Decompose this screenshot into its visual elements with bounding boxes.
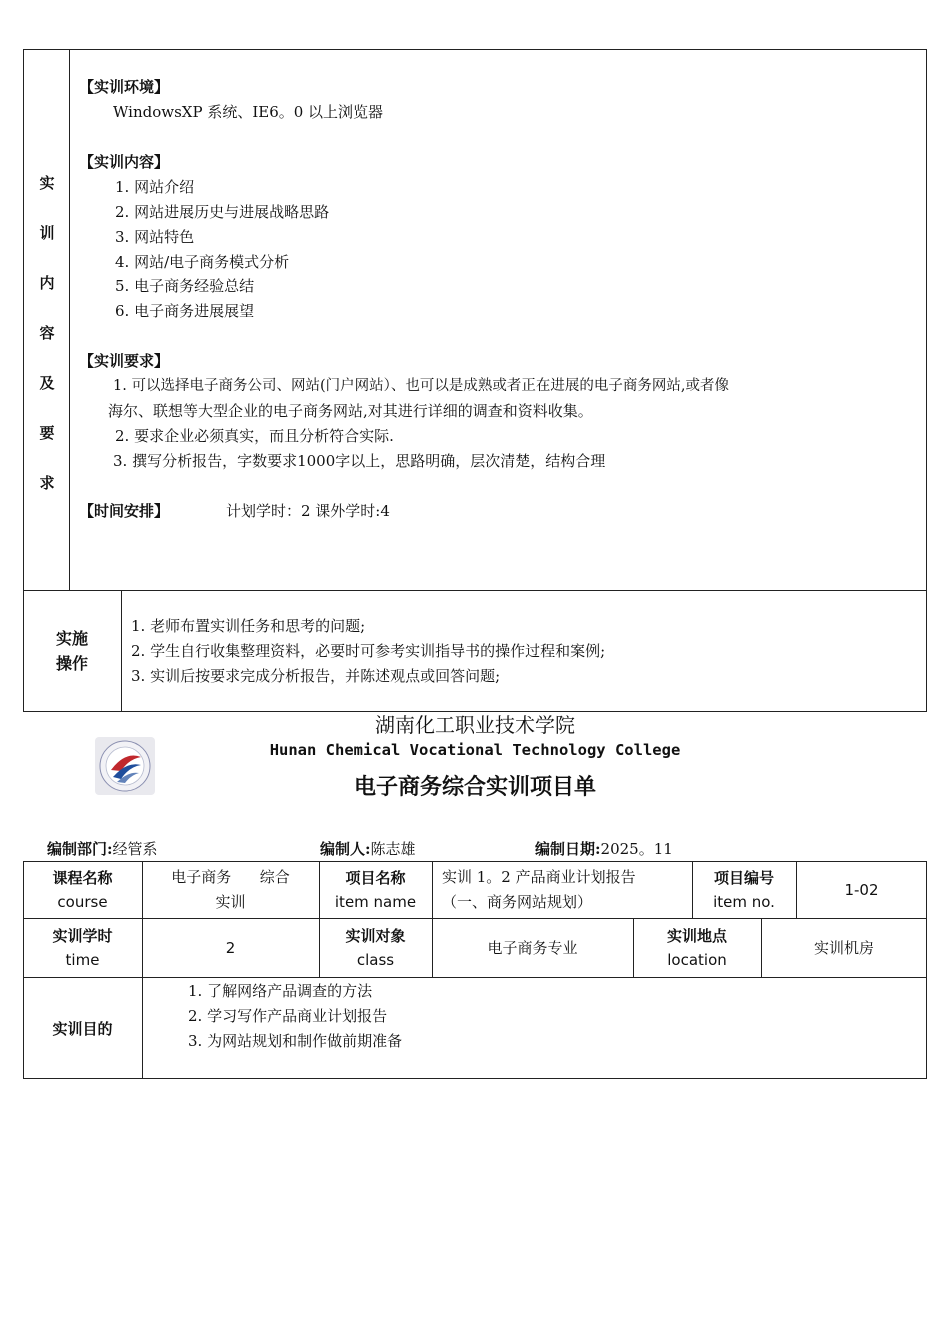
hours-label-cn: 实训学时 (52, 927, 113, 945)
meta-dept-value: 经管系 (112, 840, 158, 858)
content-item: 4. 网站/电子商务模式分析 (115, 253, 290, 271)
req-heading: 【实训要求】 (79, 352, 170, 370)
side-label-char: 内 (39, 274, 55, 292)
goal-item: 3. 为网站规划和制作做前期准备 (188, 1032, 403, 1050)
target-label (319, 919, 432, 977)
meta-date-label: 编制日期: (535, 840, 601, 858)
content-item: 5. 电子商务经验总结 (115, 277, 255, 295)
location-label-en: location (667, 951, 727, 969)
time-heading: 【时间安排】 (79, 502, 170, 520)
target-value (432, 919, 633, 977)
target-value-text: 电子商务专业 (487, 939, 578, 957)
content-heading: 【实训内容】 (79, 153, 170, 171)
item-no-value-text: 1-02 (844, 881, 879, 899)
location-label-cn: 实训地点 (666, 927, 727, 945)
item-no-label-en: item no. (713, 893, 775, 911)
hours-value-text: 2 (225, 939, 236, 957)
content-item: 6. 电子商务进展展望 (115, 302, 255, 320)
side-label-char: 要 (39, 424, 55, 442)
req-item: 2. 要求企业必须真实，而且分析符合实际. (115, 427, 394, 445)
goal-label-text: 实训目的 (52, 1019, 113, 1038)
meta-author-value: 陈志雄 (370, 840, 416, 858)
course-label-en: course (57, 893, 108, 911)
location-label (633, 919, 761, 977)
impl-item: 3. 实训后按要求完成分析报告，并陈述观点或回答问题; (131, 667, 501, 685)
item-no-label-cn: 项目编号 (713, 869, 774, 887)
req-item: 1. 可以选择电子商务公司、网站(门户网站）、也可以是成熟或者正在进展的电子商务网站,或者像 (113, 378, 729, 394)
location-value (761, 919, 927, 977)
impl-item: 2. 学生自行收集整理资料，必要时可参考实训指导书的操作过程和案例; (131, 642, 606, 660)
meta-author (320, 839, 416, 859)
location-value-text: 实训机房 (813, 939, 874, 957)
meta-dept-label: 编制部门: (47, 840, 113, 858)
req-item: 3. 撰写分析报告，字数要求1000字以上，思路明确，层次清楚，结构合理 (113, 452, 606, 470)
course-value-line: 电子商务 综合 (171, 868, 290, 886)
meta-author-label: 编制人: (320, 840, 371, 858)
target-label-cn: 实训对象 (345, 927, 406, 945)
item-name-value (432, 862, 692, 918)
course-value (142, 862, 319, 918)
target-label-en: class (356, 951, 395, 969)
top-table-row-divider (23, 590, 927, 591)
bottom-row-divider (23, 977, 927, 978)
meta-date-value: 2025。11 (600, 840, 673, 858)
req-item-cont: 海尔、联想等大型企业的电子商务网站,对其进行详细的调查和资料收集。 (108, 402, 593, 420)
college-name-en: Hunan Chemical Vocational Technology College (269, 741, 681, 759)
item-name-label-en: item name (334, 893, 417, 911)
side-label-char: 容 (39, 324, 55, 342)
env-text: WindowsXP 系统、IE6。0 以上浏览器 (113, 103, 384, 121)
item-name-line: （一、商务网站规划） (442, 893, 593, 911)
impl-divider (121, 590, 122, 712)
doc-title: 电子商务综合实训项目单 (353, 774, 596, 800)
college-name-cn: 湖南化工职业技术学院 (375, 713, 575, 737)
goal-item: 2. 学习写作产品商业计划报告 (188, 1007, 388, 1025)
impl-item: 1. 老师布置实训任务和思考的问题; (131, 617, 366, 635)
impl-label: 操作 (56, 654, 89, 673)
content-item: 3. 网站特色 (115, 228, 195, 246)
time-text: 计划学时：2 课外学时:4 (226, 502, 390, 520)
goal-label (23, 978, 142, 1079)
env-heading: 【实训环境】 (79, 78, 170, 96)
side-label-char: 求 (39, 474, 55, 492)
hours-value (142, 919, 319, 977)
item-no-label (692, 862, 796, 918)
item-name-line: 实训 1。2 产品商业计划报告 (442, 868, 636, 886)
hours-label-en: time (65, 951, 100, 969)
meta-date (535, 839, 673, 859)
goal-item: 1. 了解网络产品调查的方法 (188, 982, 373, 1000)
content-item: 2. 网站进展历史与进展战略思路 (115, 203, 330, 221)
course-label (23, 862, 142, 918)
top-table-divider-left (69, 49, 70, 590)
hours-label (23, 919, 142, 977)
item-no-value (796, 862, 927, 918)
item-name-label (319, 862, 432, 918)
side-label-char: 及 (39, 374, 55, 392)
course-value-line: 实训 (215, 893, 246, 911)
impl-label: 实施 (56, 629, 89, 648)
meta-dept (47, 839, 158, 859)
side-label-char: 训 (39, 224, 55, 242)
side-label-char: 实 (39, 174, 55, 192)
course-label-cn: 课程名称 (52, 869, 113, 887)
item-name-label-cn: 项目名称 (345, 869, 406, 887)
content-item: 1. 网站介绍 (115, 178, 195, 196)
